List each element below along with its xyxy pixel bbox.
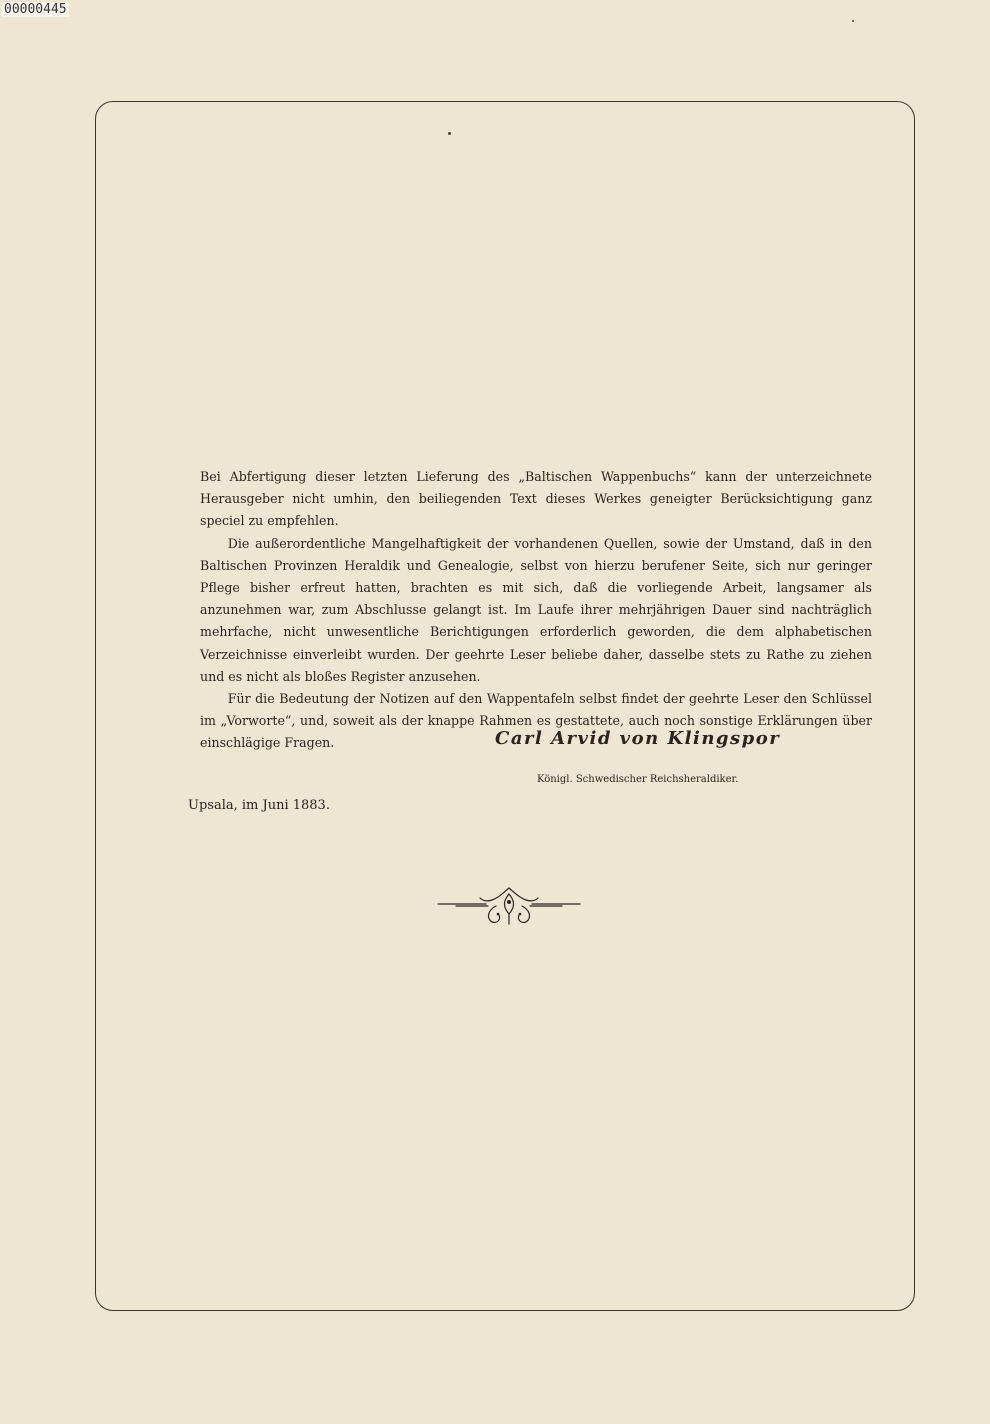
paragraph-2: Die außerordentliche Mangelhaftigkeit der vorhandenen Quellen, sowie der Umstand, daß in den Baltischen Provinzen Heraldik und Genealogie, selbst von hierzu berufener Seite, sich nur geringer Pflege bisher erfreut hatten, brachten es mit sich, daß die vorliegende Arbeit, langsamer als anzunehmen war, zum Abschlusse gelangt ist. Im Laufe ihrer mehrjährigen Dauer sind nachträglich mehrfache, nicht unwesentliche Berichtigungen erforderlich geworden, die dem alphabetischen Verzeichnisse einverleibt wurden. Der geehrte Leser beliebe daher, dasselbe stets zu Rathe zu ziehen und es nicht als bloßes Register anzusehen. — [200, 535, 872, 684]
letter-body — [200, 466, 872, 755]
signature-title: Königl. Schwedischer Reichsheraldiker. — [537, 774, 739, 785]
paragraph-3: Für die Bedeutung der Notizen auf den Wappentafeln selbst findet der geehrte Leser den Schlüssel im „Vorworte“, und, soweit als der knappe Rahmen es gestattete, auch noch sonstige Erklärungen über einschlägige Fragen. — [200, 691, 872, 751]
place-date: Upsala, im Juni 1883. — [188, 798, 330, 813]
signature-name: Carl Arvid von Klingspor — [495, 728, 781, 749]
paragraph-1: Bei Abfertigung dieser letzten Lieferung des „Baltischen Wappenbuchs“ kann der unterzeichnete Herausgeber nicht umhin, den beiliegenden Text dieses Werkes geneigter Berücksichtigung ganz speciel zu empfehlen. — [200, 469, 872, 529]
page-id-label: 00000445 — [4, 2, 67, 17]
paper-speck — [852, 20, 854, 22]
decorative-ornament-icon — [436, 884, 582, 928]
paper-speck — [448, 132, 451, 135]
